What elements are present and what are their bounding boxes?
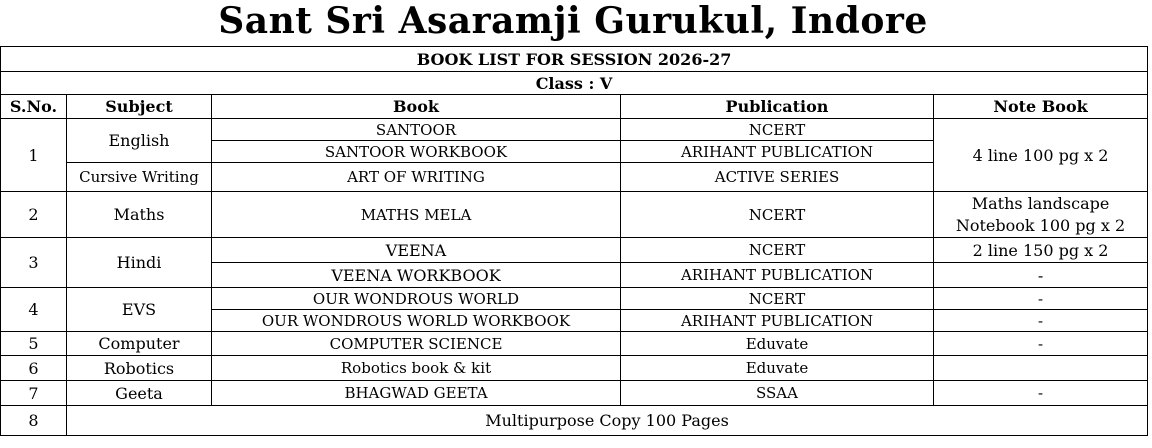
sno-cell: 8 [1,406,67,436]
book-cell: MATHS MELA [212,192,621,238]
table-row [1,238,1148,263]
sno-cell: 6 [1,356,67,381]
table-row [1,381,1148,406]
sno-cell: 2 [1,192,67,238]
publication-cell: NCERT [621,119,934,141]
book-cell: VEENA WORKBOOK [212,263,621,288]
col-sno: S.No. [1,95,67,119]
publication-cell: Eduvate [621,332,934,356]
publication-cell: ARIHANT PUBLICATION [621,263,934,288]
heading-row [1,47,1148,72]
book-cell: OUR WONDROUS WORLD [212,288,621,310]
note-book-cell: - [934,288,1148,310]
book-cell: ART OF WRITING [212,163,621,192]
class-label: Class : V [1,72,1148,95]
sno-cell: 7 [1,381,67,406]
subject-cell: Cursive Writing [67,163,212,192]
publication-cell: NCERT [621,238,934,263]
publication-cell: Eduvate [621,356,934,381]
sno-cell: 3 [1,238,67,288]
note-book-cell: 2 line 150 pg x 2 [934,238,1148,263]
table-row [1,192,1148,238]
subject-cell: Geeta [67,381,212,406]
subject-cell: Robotics [67,356,212,381]
publication-cell: ARIHANT PUBLICATION [621,141,934,163]
subject-cell: English [67,119,212,163]
note-book-cell: - [934,332,1148,356]
table-row [1,288,1148,310]
note-book-cell: - [934,310,1148,332]
subject-cell: Hindi [67,238,212,288]
table-row [1,119,1148,141]
subject-cell: EVS [67,288,212,332]
note-book-cell: - [934,263,1148,288]
sno-cell: 1 [1,119,67,192]
table-row [1,356,1148,381]
book-list-table [0,46,1148,436]
publication-cell: ACTIVE SERIES [621,163,934,192]
book-cell: Robotics book & kit [212,356,621,381]
sno-cell: 4 [1,288,67,332]
table-row [1,406,1148,436]
note-book-cell: Maths landscape Notebook 100 pg x 2 [934,192,1148,238]
book-cell: COMPUTER SCIENCE [212,332,621,356]
book-cell: SANTOOR [212,119,621,141]
col-publication: Publication [621,95,934,119]
subject-cell: Computer [67,332,212,356]
publication-cell: NCERT [621,288,934,310]
note-book-cell: - [934,381,1148,406]
col-note-book: Note Book [934,95,1148,119]
book-cell: OUR WONDROUS WORLD WORKBOOK [212,310,621,332]
sno-cell: 5 [1,332,67,356]
class-row [1,72,1148,95]
table-row [1,332,1148,356]
book-cell: BHAGWAD GEETA [212,381,621,406]
col-book: Book [212,95,621,119]
publication-cell: ARIHANT PUBLICATION [621,310,934,332]
note-book-cell [934,356,1148,381]
subject-cell: Maths [67,192,212,238]
book-cell: SANTOOR WORKBOOK [212,141,621,163]
multipurpose-copy-cell: Multipurpose Copy 100 Pages [67,406,1148,436]
column-header-row [1,95,1148,119]
col-subject: Subject [67,95,212,119]
session-heading: BOOK LIST FOR SESSION 2026-27 [1,47,1148,72]
book-cell: VEENA [212,238,621,263]
note-book-cell: 4 line 100 pg x 2 [934,119,1148,192]
publication-cell: NCERT [621,192,934,238]
publication-cell: SSAA [621,381,934,406]
school-name: Sant Sri Asaramji Gurukul, Indore [218,0,928,42]
